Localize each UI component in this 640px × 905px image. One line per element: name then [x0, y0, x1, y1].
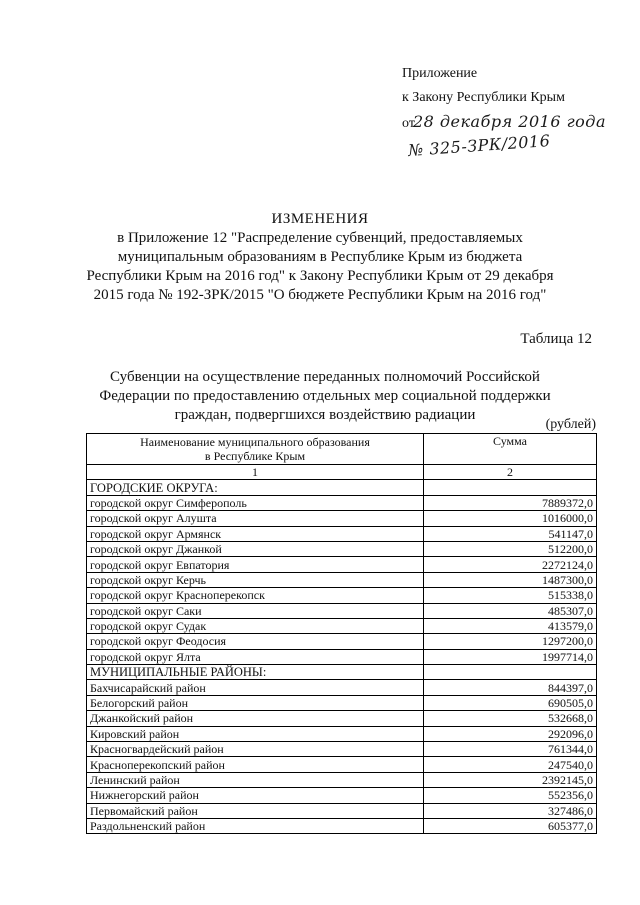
table-row	[87, 511, 597, 526]
table-row	[87, 803, 597, 818]
title-line-4: 2015 года № 192-ЗРК/2015 "О бюджете Республики Крым на 2016 год"	[93, 287, 547, 303]
column-number-row	[87, 465, 597, 480]
row-name: городской округ Джанкой	[87, 541, 424, 556]
row-sum: 761344,0	[424, 742, 597, 757]
handwritten-date: 28 декабря 2016 года	[412, 112, 606, 131]
row-name: Красноперекопский район	[87, 757, 424, 772]
table-row	[87, 818, 597, 833]
table-row	[87, 526, 597, 541]
table-row	[87, 572, 597, 587]
row-name: городской округ Красноперекопск	[87, 588, 424, 603]
appendix-date-line	[402, 110, 608, 136]
header-name	[87, 434, 424, 465]
subtitle-line-2: Федерации по предоставлению отдельных мер социальной поддержки	[99, 388, 551, 404]
section-urban-label: ГОРОДСКИЕ ОКРУГА:	[87, 480, 424, 495]
title-line-1: в Приложение 12 "Распределение субвенций, предоставляемых	[117, 230, 523, 246]
row-name: Бахчисарайский район	[87, 680, 424, 695]
table-row	[87, 695, 597, 710]
row-sum: 552356,0	[424, 788, 597, 803]
row-name: городской округ Алушта	[87, 511, 424, 526]
row-name: городской округ Армянск	[87, 526, 424, 541]
row-sum: 413579,0	[424, 618, 597, 633]
row-name: городской округ Симферополь	[87, 495, 424, 510]
row-sum: 2272124,0	[424, 557, 597, 572]
row-sum: 1297200,0	[424, 634, 597, 649]
table-row	[87, 649, 597, 664]
title-heading: ИЗМЕНЕНИЯ	[271, 211, 369, 227]
row-sum: 541147,0	[424, 526, 597, 541]
handwritten-law-number: № 325-ЗРК/2016	[407, 131, 551, 160]
table-row	[87, 618, 597, 633]
table-row	[87, 711, 597, 726]
row-name: городской округ Судак	[87, 618, 424, 633]
row-sum: 605377,0	[424, 818, 597, 833]
units-label: (рублей)	[545, 417, 596, 432]
table-header-row	[87, 434, 597, 465]
appendix-block	[402, 62, 608, 136]
table-row	[87, 557, 597, 572]
table-row	[87, 495, 597, 510]
row-name: городской округ Саки	[87, 603, 424, 618]
row-name: Ленинский район	[87, 772, 424, 787]
row-name: Джанкойский район	[87, 711, 424, 726]
row-name: городской округ Евпатория	[87, 557, 424, 572]
section-row-districts	[87, 665, 597, 680]
table-row	[87, 772, 597, 787]
row-name: Белогорский район	[87, 695, 424, 710]
appendix-line-1: Приложение	[402, 66, 478, 81]
section-districts-label: МУНИЦИПАЛЬНЫЕ РАЙОНЫ:	[87, 665, 424, 680]
header-name-line-2: в Республике Крым	[204, 449, 306, 463]
row-name: Красногвардейский район	[87, 742, 424, 757]
row-name: Нижнегорский район	[87, 788, 424, 803]
row-sum: 247540,0	[424, 757, 597, 772]
row-sum: 690505,0	[424, 695, 597, 710]
title-line-2: муниципальным образованиям в Республике Крым из бюджета	[117, 249, 523, 265]
table-row	[87, 742, 597, 757]
row-name: городской округ Феодосия	[87, 634, 424, 649]
subtitle-line-1: Субвенции на осуществление переданных полномочий Российской	[110, 369, 540, 385]
row-sum: 844397,0	[424, 680, 597, 695]
row-sum: 1016000,0	[424, 511, 597, 526]
date-prefix: от	[402, 116, 415, 131]
row-sum: 327486,0	[424, 803, 597, 818]
row-name: городской округ Ялта	[87, 649, 424, 664]
row-name: Кировский район	[87, 726, 424, 741]
table-row	[87, 603, 597, 618]
row-sum: 485307,0	[424, 603, 597, 618]
row-name: Первомайский район	[87, 803, 424, 818]
table-row	[87, 726, 597, 741]
row-sum: 512200,0	[424, 541, 597, 556]
row-sum: 1487300,0	[424, 572, 597, 587]
document-title	[60, 210, 580, 305]
row-sum: 515338,0	[424, 588, 597, 603]
appendix-line-2: к Закону Республики Крым	[402, 90, 565, 105]
subsidy-table	[86, 433, 597, 834]
row-name: городской округ Керчь	[87, 572, 424, 587]
column-number-2: 2	[424, 465, 597, 480]
subtitle-line-3: граждан, подвергшихся воздействию радиации	[174, 407, 476, 423]
table-row	[87, 634, 597, 649]
header-name-line-1: Наименование муниципального образования	[140, 435, 370, 449]
table-row	[87, 680, 597, 695]
table-row	[87, 588, 597, 603]
table-subtitle	[80, 368, 570, 425]
table-number: Таблица 12	[520, 331, 592, 347]
row-sum: 1997714,0	[424, 649, 597, 664]
row-sum: 7889372,0	[424, 495, 597, 510]
row-sum: 292096,0	[424, 726, 597, 741]
row-sum: 2392145,0	[424, 772, 597, 787]
column-number-1: 1	[87, 465, 424, 480]
section-districts-sum	[424, 665, 597, 680]
row-name: Раздольненский район	[87, 818, 424, 833]
table-row	[87, 757, 597, 772]
section-row-urban	[87, 480, 597, 495]
table-row	[87, 788, 597, 803]
header-sum: Сумма	[424, 434, 597, 465]
row-sum: 532668,0	[424, 711, 597, 726]
table-row	[87, 541, 597, 556]
section-urban-sum	[424, 480, 597, 495]
title-line-3: Республики Крым на 2016 год" к Закону Республики Крым от 29 декабря	[86, 268, 554, 284]
